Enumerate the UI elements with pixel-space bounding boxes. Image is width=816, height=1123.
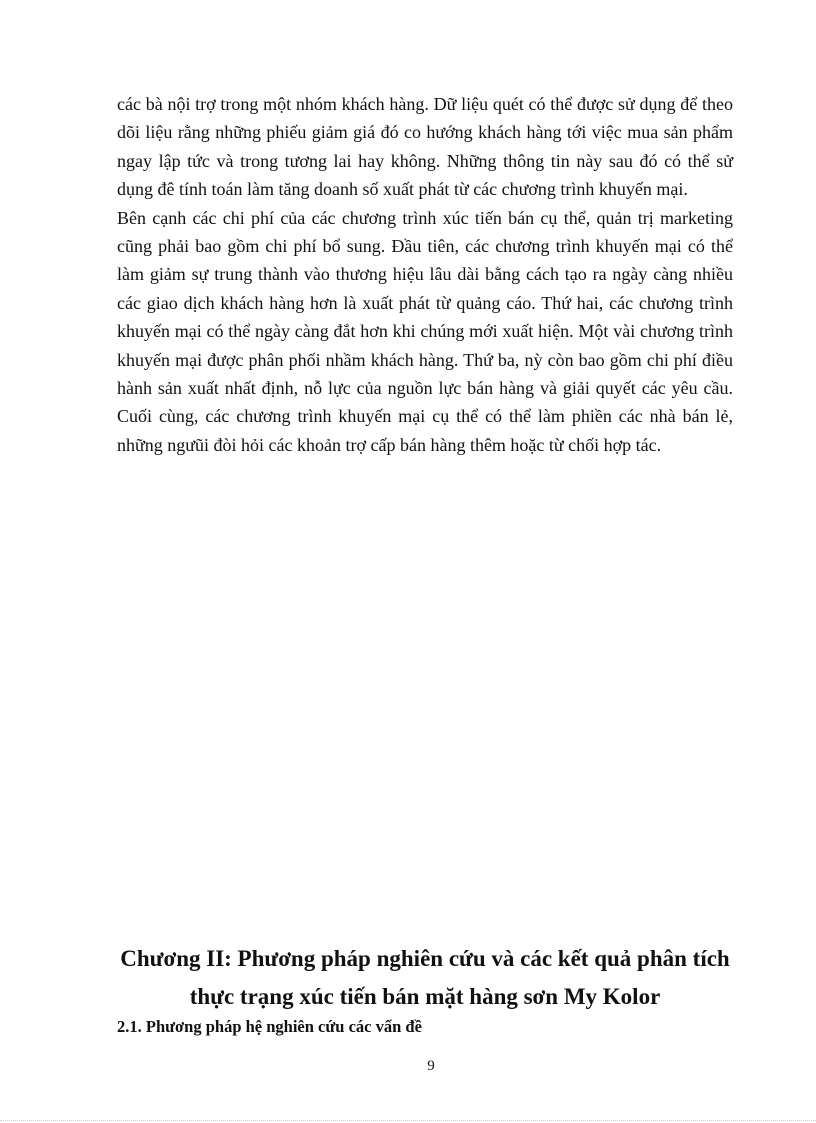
page-number: 9 <box>427 1058 435 1074</box>
chapter-title: Chương II: Phương pháp nghiên cứu và các kết quả phân tích thực trạng xúc tiến bán mặt hàng sơn My Kolor <box>120 946 730 1009</box>
section-heading: 2.1. Phương pháp hệ nghiên cứu các vấn đề <box>117 1017 422 1036</box>
page-bottom-divider <box>0 1120 816 1121</box>
paragraph-1: các bà nội trợ trong một nhóm khách hàng. Dữ liệu quét có thể được sử dụng để theo dõi liệu rằng những phiếu giảm giá đó co hướng khách hàng tới việc mua sản phẩm ngay lập tức và trong tương lai hay không. Những thông tin này sau đó có thể sử dụng đê tính toán làm tăng doanh số xuất phát từ các chương trình khuyến mại. <box>117 94 733 200</box>
body-text <box>117 90 733 459</box>
paragraph-2: Bên cạnh các chi phí của các chương trình xúc tiến bán cụ thể, quản trị marketing cũng phải bao gồm chi phí bổ sung. Đầu tiên, các chương trình khuyến mại có thể làm giảm sự trung thành vào thương hiệu lâu dài bằng cách tạo ra ngày càng nhiều các giao dịch khách hàng hơn là xuất phát từ quảng cáo. Thứ hai, các chương trình khuyến mại có thể ngày càng đắt hơn khi chúng mới xuất hiện. Một vài chương trình khuyến mại được phân phối nhầm khách hàng. Thứ ba, nỳ còn bao gồm chi phí điều hành sản xuất nhất định, nỗ lực của nguồn lực bán hàng và giải quyết các yêu cầu. Cuối cùng, các chương trình khuyến mại cụ thể có thể làm phiền các nhà bán lẻ, những ngưũi đòi hỏi các khoản trợ cấp bán hàng thêm hoặc từ chối hợp tác. <box>117 207 733 455</box>
